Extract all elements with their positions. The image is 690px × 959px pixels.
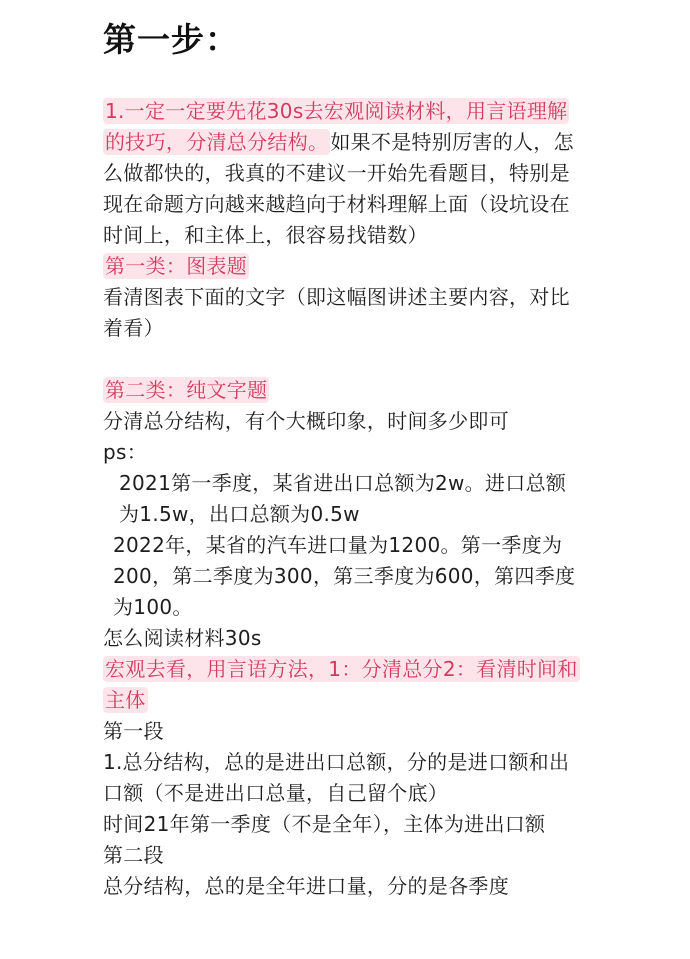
method-line — [103, 654, 583, 716]
segment2-title: 第二段 — [103, 843, 164, 867]
category1-title: 第一类：图表题 — [105, 254, 248, 278]
segment1-text-1: 1.总分结构，总的是进出口总额，分的是进口额和出口额（不是进出口总量，自己留个底） — [103, 750, 570, 805]
category2-title-line — [103, 375, 583, 406]
ps-example-2: 2022年，某省的汽车进口量为1200。第一季度为200，第二季度为300，第三季度为600，第四季度为100。 — [113, 533, 576, 619]
document-body — [103, 96, 583, 902]
category1-text: 看清图表下面的文字（即这幅图讲述主要内容，对比着看） — [103, 285, 570, 340]
paragraph-intro — [103, 96, 583, 251]
category2-text: 分清总分结构，有个大概印象，时间多少即可 — [103, 409, 509, 433]
ps-label: ps： — [103, 440, 148, 464]
spacer — [103, 344, 583, 375]
step-heading: 第一步： — [103, 20, 239, 59]
ps-example-1: 2021第一季度，某省进出口总额为2w。进口总额为1.5w，出口总额为0.5w — [119, 471, 567, 526]
segment1-text-2: 时间21年第一季度（不是全年），主体为进出口额 — [103, 812, 546, 836]
segment1-title: 第一段 — [103, 719, 164, 743]
highlight-key-tip: 1.一定一定要先花30s去宏观阅读材料，用言语理解的技巧，分清总分结构。 — [105, 99, 568, 154]
segment2-text-1: 总分结构，总的是全年进口量，分的是各季度 — [103, 874, 509, 898]
category1-title-line — [103, 251, 583, 282]
method-highlight: 宏观去看，用言语方法，1：分清总分2：看清时间和主体 — [105, 657, 578, 712]
read-title: 怎么阅读材料30s — [103, 626, 262, 650]
category2-title: 第二类：纯文字题 — [105, 378, 268, 402]
intro-text: 如果不是特别厉害的人，怎么做都快的，我真的不建议一开始先看题目，特别是现在命题方向越来越趋向于材料理解上面（设坑设在时间上，和主体上，很容易找错数） — [103, 130, 574, 247]
